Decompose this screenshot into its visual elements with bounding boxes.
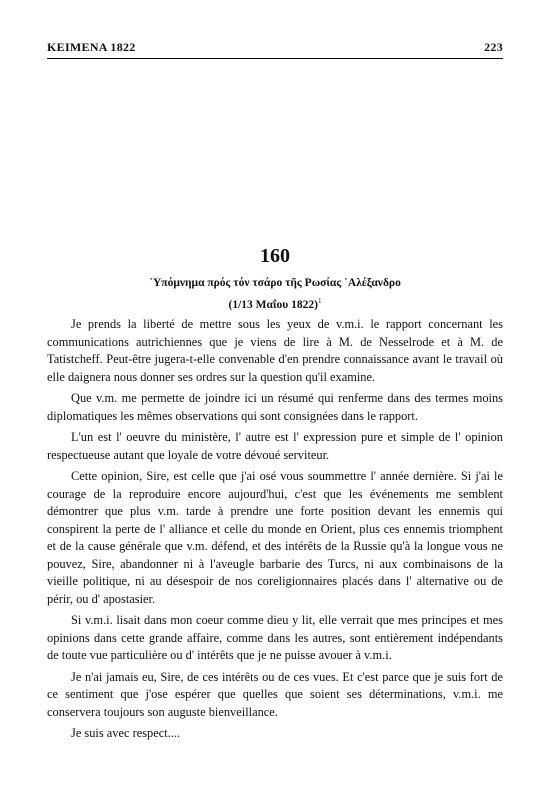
document-title: ᾽Υπόμνημα πρός τόν τσάρο τῆς Ρωσίας ᾽Αλέξανδρο: [149, 277, 401, 289]
book-title: KEIMENA 1822: [47, 40, 136, 54]
paragraph: L'un est l' oeuvre du ministère, l' autre est l' expression pure et simple de l' opinion respectueuse autant que loyale de votre dévoué serviteur.: [47, 430, 503, 462]
document-date-line: [0, 292, 550, 314]
paragraph: Je suis avec respect....: [71, 726, 181, 740]
paragraph: Cette opinion, Sire, est celle que j'ai osé vous soummettre l' année dernière. Si j'ai le courage de la reproduire encore aujourd'hui, c'est que les événements me semblent démontrer que plus v.m. tarde à prendre une forte position devant les ennemis qui conspirent la perte de l' alliance et celle du monde en Orient, plus ces ennemis triomphent et de la cause générale que v.m. défend, et des intérêts de la Russie qu'à la longue vous ne pouvez, Sire, abandonner ni à l'aveugle barbarie des Turcs, ni aux combinaisons de la vieille politique, ni au désespoir de nos coreligionnaires placés dans l' alternative ou de périr, ou d' apostasier.: [47, 469, 503, 606]
paragraph: Je prends la liberté de mettre sous les yeux de v.m.i. le rapport concernant les communications autrichiennes que je viens de lire à M. de Nesselrode et à M. de Tatistcheff. Peut-être jugera-t-elle convenable d'en prendre connaissance avant le travail où elle daignera nous donner ses ordres sur la question qu'il examine.: [47, 317, 503, 384]
document-heading: [0, 274, 550, 314]
paragraph: Si v.m.i. lisait dans mon coeur comme dieu y lit, elle verrait que mes principes et mes opinions dans cette grande affaire, comme dans les autres, sont entièrement indépendants de toute vue particulière ou d' intérêts que je ne puisse avouer à v.m.i.: [47, 613, 503, 662]
paragraph: Que v.m. me permette de joindre ici un résumé qui renferme dans des termes moins diplomatiques les mêmes observations qui sont consignées dans le rapport.: [47, 391, 503, 423]
document-number: 160: [260, 245, 290, 267]
paragraph: Je n'ai jamais eu, Sire, de ces intérêts ou de ces vues. Et c'est parce que je suis fort de ce sentiment que j'ose espérer que quelles que soient ses déterminations, v.m.i. me conservera toujours son auguste bienveillance.: [47, 669, 503, 719]
page-number: 223: [484, 40, 503, 54]
footnote-marker: 1: [317, 297, 322, 305]
running-header: [47, 40, 503, 59]
document-date: (1/13 Μαΐου 1822): [228, 298, 318, 311]
body-text: [47, 316, 503, 747]
